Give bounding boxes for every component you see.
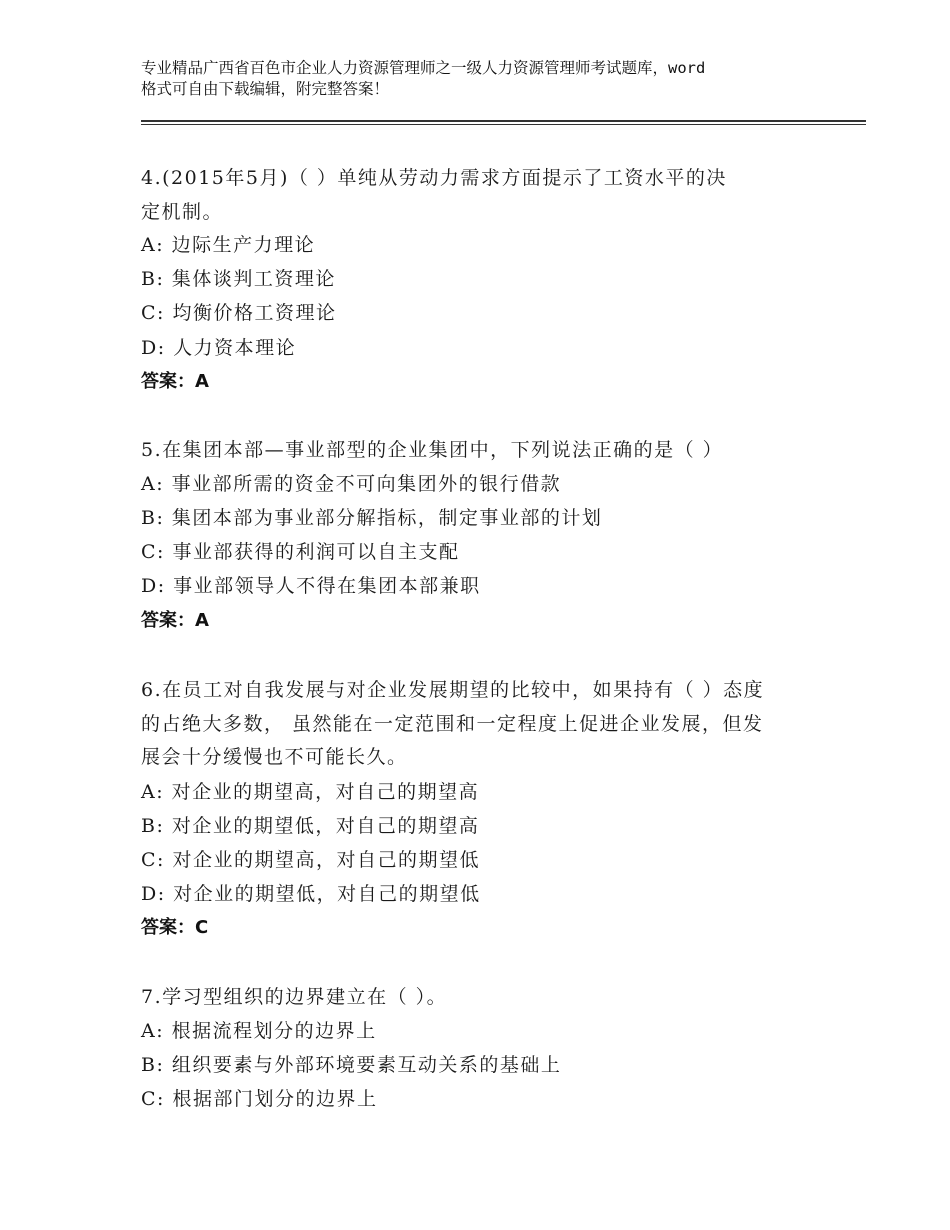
question-7-option-a: A: 根据流程划分的边界上	[141, 1020, 377, 1042]
header-line-2: 格式可自由下载编辑，附完整答案！	[141, 80, 390, 98]
question-6-text-line-2: 的占绝大多数， 虽然能在一定范围和一定程度上促进企业发展，但发	[141, 713, 764, 735]
question-4-answer: 答案：A	[141, 371, 209, 392]
question-4-option-d: D: 人力资本理论	[141, 337, 297, 359]
question-6-answer: 答案：C	[141, 917, 209, 938]
question-6-text-line-1: 6.在员工对自我发展与对企业发展期望的比较中，如果持有（ ）态度	[141, 679, 765, 701]
header-divider-thin	[141, 124, 866, 125]
question-7-option-b: B: 组织要素与外部环境要素互动关系的基础上	[141, 1054, 562, 1076]
question-4-option-c: C: 均衡价格工资理论	[141, 302, 337, 324]
question-5-option-a: A: 事业部所需的资金不可向集团外的银行借款	[141, 473, 562, 495]
question-7-option-c: C: 根据部门划分的边界上	[141, 1088, 378, 1110]
question-4-option-b: B: 集体谈判工资理论	[141, 268, 336, 290]
question-5-option-c: C: 事业部获得的利润可以自主支配	[141, 541, 460, 563]
question-6-option-d: D: 对企业的期望低，对自己的期望低	[141, 883, 481, 905]
question-5-answer: 答案：A	[141, 610, 209, 631]
header-divider-thick	[141, 120, 866, 122]
question-7-text-line-1: 7.学习型组织的边界建立在（ ）。	[141, 986, 448, 1008]
question-4-text-line-2: 定机制。	[141, 201, 224, 223]
question-6-option-a: A: 对企业的期望高，对自己的期望高	[141, 781, 480, 803]
question-6-text-line-3: 展会十分缓慢也不可能长久。	[141, 746, 408, 768]
question-4-text-line-1: 4.(2015年5月)（ ）单纯从劳动力需求方面提示了工资水平的决	[141, 167, 727, 189]
question-5-option-b: B: 集团本部为事业部分解指标，制定事业部的计划	[141, 507, 603, 529]
document-header	[141, 58, 831, 100]
header-line-1: 专业精品广西省百色市企业人力资源管理师之一级人力资源管理师考试题库，word	[141, 59, 706, 77]
question-5-option-d: D: 事业部领导人不得在集团本部兼职	[141, 575, 481, 597]
question-6-option-c: C: 对企业的期望高，对自己的期望低	[141, 849, 480, 871]
question-4-option-a: A: 边际生产力理论	[141, 234, 316, 256]
question-5-text-line-1: 5.在集团本部—事业部型的企业集团中，下列说法正确的是（ ）	[141, 439, 724, 461]
question-6-option-b: B: 对企业的期望低，对自己的期望高	[141, 815, 480, 837]
